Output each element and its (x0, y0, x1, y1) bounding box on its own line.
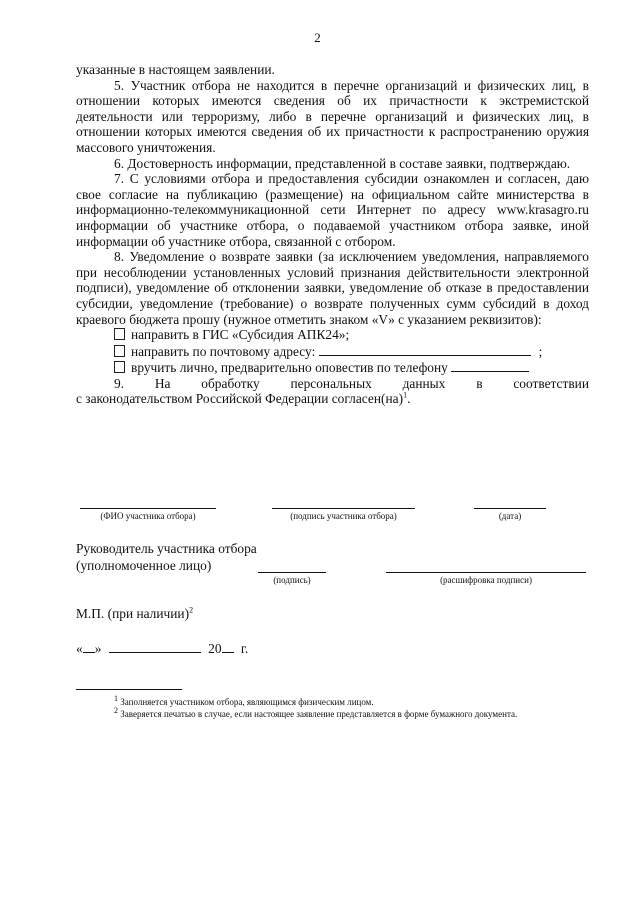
footnote-mark: 2 (114, 706, 118, 715)
footnote-text: Заполняется участником отбора, являющимся физическим лицом. (120, 697, 374, 707)
date-caption: (дата) (498, 511, 522, 521)
postal-address-blank[interactable] (319, 343, 531, 356)
para-9-end: . (407, 391, 411, 407)
footnote-ref-1: 1 (403, 391, 408, 400)
option-gis (76, 327, 589, 343)
stamp-place (76, 606, 193, 622)
para-9-text: с законодательством Российской Федерации согласен(на) (76, 391, 404, 407)
quote-open: « (76, 641, 83, 656)
para-9-line1 (76, 376, 589, 392)
page-number: 2 (314, 30, 321, 45)
para-8: 8. Уведомление о возврате заявки (за исключением уведомления, направляемого при несоблюдении установленных условий признания действительности электронной подписи), уведомление об отклонении заявки, уведомление об отказе в предоставлении субсидии, уведомление (требование) о возврате полученных сумм субсидий в доход краевого бюджета прошу (нужное отметить знаком «V» с указанием реквизитов): (76, 249, 589, 327)
option-post-label: направить по почтовому адресу: (131, 343, 316, 359)
head-decode-line[interactable] (386, 572, 586, 573)
checkbox-gis[interactable] (114, 328, 125, 340)
para-6: 6. Достоверность информации, представленной в составе заявки, подтверждаю. (114, 155, 571, 171)
para-9-word: данных (402, 375, 446, 391)
option-post-suffix: ; (538, 343, 543, 359)
checkbox-post[interactable] (114, 345, 125, 357)
para-9-word: обработку (201, 375, 260, 391)
day-blank[interactable] (83, 640, 95, 653)
option-gis-label: направить в ГИС «Субсидия АПК24»; (131, 327, 350, 343)
para-intro: указанные в настоящем заявлении. (76, 62, 275, 77)
option-personal (76, 359, 589, 376)
footnote-1 (76, 696, 589, 708)
head-subtitle: (уполномоченное лицо) (76, 558, 212, 573)
month-blank[interactable] (109, 640, 201, 653)
footnote-2 (76, 708, 589, 720)
fio-caption: (ФИО участника отбора) (100, 511, 196, 521)
footnote-ref-2: 2 (189, 605, 194, 615)
signature-caption: (подпись участника отбора) (290, 511, 397, 521)
option-personal-label: вручить лично, предварительно оповестив по телефону (131, 360, 448, 376)
head-block (76, 540, 257, 574)
phone-blank[interactable] (451, 359, 529, 372)
footnote-mark: 1 (114, 694, 118, 703)
head-sign-caption: (подпись) (273, 575, 311, 585)
head-decode-caption: (расшифровка подписи) (440, 575, 532, 585)
application-body (76, 62, 589, 407)
year-blank[interactable] (222, 640, 234, 653)
checkbox-personal[interactable] (114, 361, 125, 373)
date-field-line[interactable] (474, 508, 546, 509)
footnote-rule (76, 689, 182, 690)
para-9-line2 (76, 391, 589, 407)
para-5: 5. Участник отбора не находится в перечне организаций и физических лиц, в отношении которых имеются сведения об их причастности к экстремистской деятельности или терроризму, либо в перечне организаций и физических лиц, в отношении которых имеются сведения об их причастности к распространению оружия массового уничтожения. (76, 77, 589, 155)
para-9-word: 9. (114, 375, 125, 391)
head-signature-row (76, 570, 589, 592)
year-suffix: г. (240, 641, 249, 656)
date-line (76, 640, 248, 657)
para-9-word: На (154, 375, 171, 391)
para-7: 7. С условиями отбора и предоставления субсидии ознакомлен и согласен, даю свое согласие на публикацию (размещение) на официальном сайте министерства в информационно-телекоммуникационной сети Интернет по адресу www.krasagro.ru информации об участнике отбора, о подаваемой участником отбора заявке, иной информации об участнике отбора, связанной с отбором. (76, 171, 589, 249)
option-post (76, 343, 589, 360)
para-9-word: в (476, 375, 483, 391)
fio-line[interactable] (80, 508, 216, 509)
footnotes (76, 696, 589, 720)
signature-line[interactable] (272, 508, 415, 509)
head-sign-line[interactable] (258, 572, 326, 573)
para-9-word: соответствии (513, 375, 589, 391)
year-prefix: 20 (208, 641, 222, 656)
quote-close: » (94, 641, 102, 656)
head-title: Руководитель участника отбора (76, 541, 257, 556)
footnote-text: Заверяется печатью в случае, если настоящее заявление представляется в форме бумажного документа. (120, 709, 518, 719)
para-9-word: персональных (290, 375, 372, 391)
stamp-place-text: М.П. (при наличии) (76, 606, 190, 621)
signature-row (76, 500, 589, 530)
